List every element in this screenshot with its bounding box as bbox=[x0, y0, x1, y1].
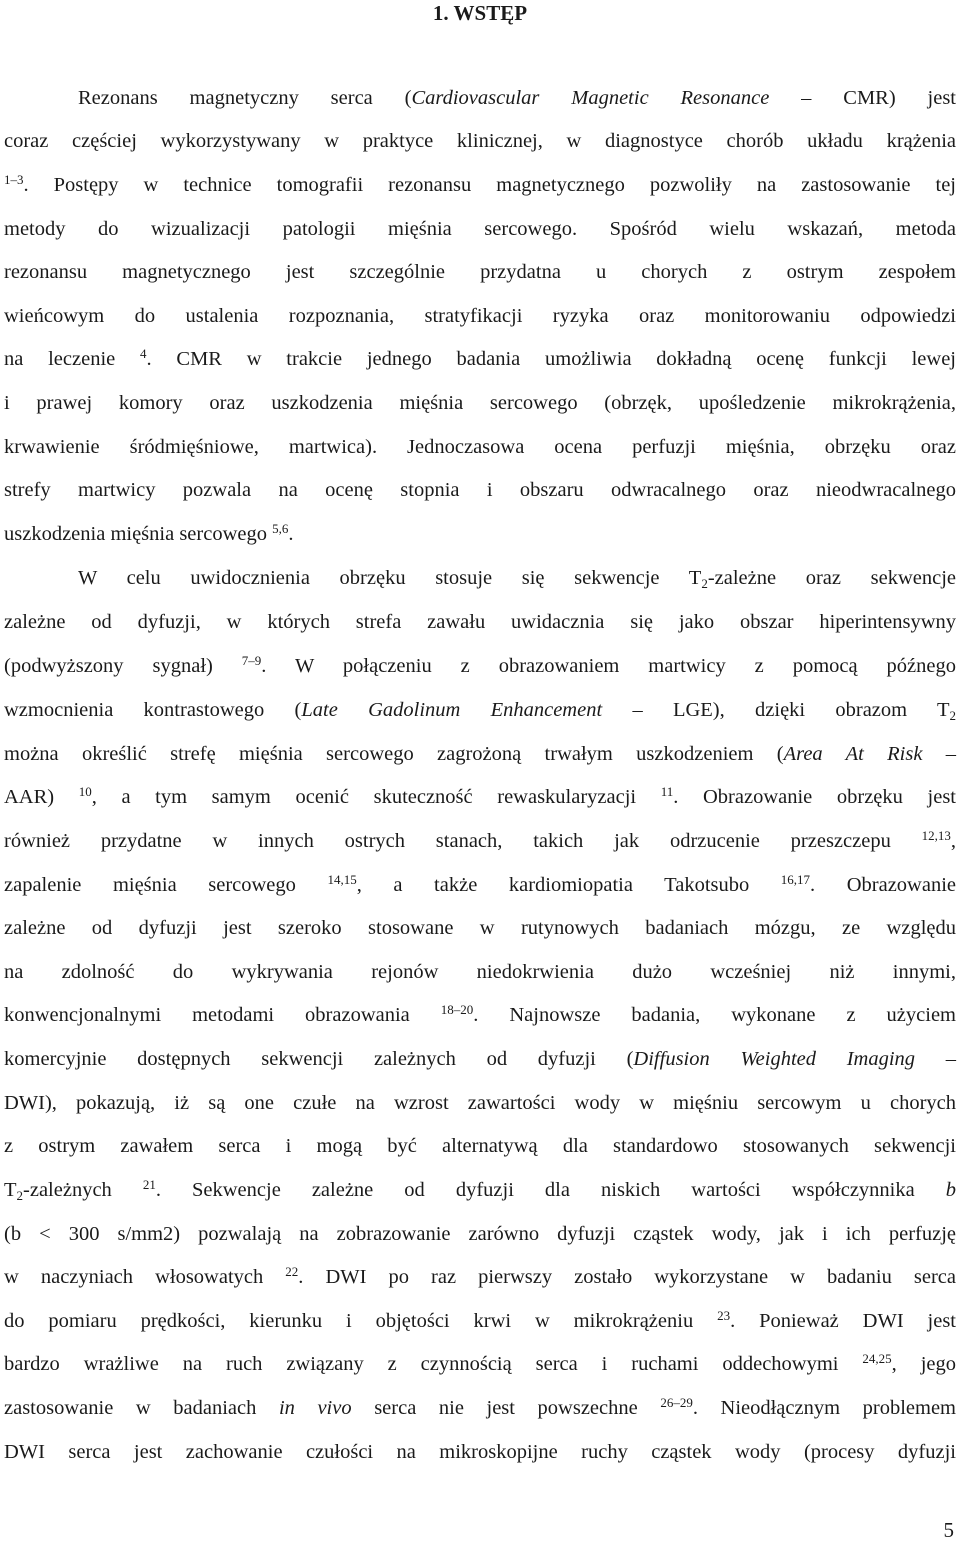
text-segment: T bbox=[4, 1179, 17, 1201]
text-segment: . Obrazowanie obrzęku jest bbox=[673, 786, 956, 808]
citation: 16,17 bbox=[780, 872, 811, 887]
text-line bbox=[4, 345, 956, 373]
citation: 14,15 bbox=[327, 872, 357, 887]
text-segment: Late Gadolinum Enhancement bbox=[301, 699, 603, 721]
text-line bbox=[4, 1001, 956, 1029]
text-line bbox=[4, 1132, 956, 1160]
text-segment: można określić strefę mięśnia sercowego zagrożoną trwałym uszkodzeniem ( bbox=[4, 743, 784, 765]
text-line bbox=[4, 783, 956, 811]
text-line bbox=[4, 740, 956, 768]
text-line bbox=[4, 1263, 956, 1291]
text-segment: krwawienie śródmięśniowe, martwica). Jednoczasowa ocena perfuzji mięśnia, obrzęku oraz bbox=[4, 436, 956, 458]
text-segment: uszkodzenia mięśnia sercowego bbox=[4, 523, 273, 545]
text-segment: – LGE), dzięki obrazom T bbox=[602, 699, 950, 721]
text-segment: do pomiaru prędkości, kierunku i objętości krwi w mikrokrążeniu bbox=[4, 1310, 718, 1332]
citation: 7–9 bbox=[241, 653, 262, 668]
citation: 23 bbox=[717, 1308, 731, 1323]
text-line bbox=[4, 1220, 956, 1248]
text-line bbox=[4, 1045, 956, 1073]
text-segment: – CMR) jest bbox=[769, 87, 956, 109]
text-line bbox=[4, 914, 956, 942]
text-segment: . W połączeniu z obrazowaniem martwicy z pomocą późnego bbox=[261, 655, 956, 677]
text-segment: . CMR w trakcie jednego badania umożliwia dokładną ocenę funkcji lewej bbox=[146, 348, 956, 370]
text-line bbox=[4, 1394, 956, 1422]
text-line bbox=[4, 1350, 956, 1378]
text-segment: w naczyniach włosowatych bbox=[4, 1266, 286, 1288]
text-segment: bardzo wrażliwe na ruch związany z czynnością serca i ruchami oddechowymi bbox=[4, 1353, 863, 1375]
citation: 26–29 bbox=[660, 1395, 693, 1410]
citation: 22 bbox=[285, 1264, 299, 1279]
text-segment: wzmocnienia kontrastowego ( bbox=[4, 699, 302, 721]
text-line bbox=[4, 1307, 956, 1335]
text-segment: . Nieodłącznym problemem bbox=[692, 1397, 956, 1419]
text-segment: zależne od dyfuzji jest szeroko stosowane w rutynowych badaniach mózgu, ze względu bbox=[4, 917, 956, 939]
text-segment: , jego bbox=[891, 1353, 957, 1375]
text-segment: . Obrazowanie bbox=[810, 874, 957, 896]
text-segment: również przydatne w innych ostrych stanach, takich jak odrzucenie przeszczepu bbox=[4, 830, 922, 852]
text-line bbox=[4, 827, 956, 855]
citation: 12,13 bbox=[921, 828, 951, 843]
text-segment: rezonansu magnetycznego jest szczególnie przydatna u chorych z ostrym zespołem bbox=[4, 261, 956, 283]
citation: 5,6 bbox=[272, 521, 289, 536]
text-line bbox=[4, 652, 956, 680]
text-segment: W celu uwidocznienia obrzęku stosuje się sekwencje T bbox=[78, 567, 702, 589]
text-line bbox=[78, 564, 956, 592]
text-segment: AAR) bbox=[4, 786, 79, 808]
text-segment: serca nie jest powszechne bbox=[351, 1397, 661, 1419]
text-line bbox=[4, 389, 956, 417]
text-segment: . Postępy w technice tomografii rezonansu magnetycznego pozwoliły na zastosowanie tej bbox=[23, 174, 956, 196]
text-segment: komercyjnie dostępnych sekwencji zależnych od dyfuzji ( bbox=[4, 1048, 634, 1070]
text-segment: , a także kardiomiopatia Takotsubo bbox=[356, 874, 781, 896]
text-segment: -zależne oraz sekwencje bbox=[707, 567, 956, 589]
citation: 4 bbox=[140, 346, 147, 361]
text-line bbox=[4, 1176, 956, 1204]
text-segment: – bbox=[922, 743, 957, 765]
text-segment: Area At Risk bbox=[783, 743, 923, 765]
text-segment: . Ponieważ DWI jest bbox=[730, 1310, 956, 1332]
section-heading: 1. WSTĘP bbox=[432, 1, 528, 25]
text-segment: na leczenie bbox=[4, 348, 141, 370]
text-segment: DWI), pokazują, iż są one czułe na wzrost zawartości wody w mięśniu sercowym u chorych bbox=[4, 1092, 956, 1114]
text-segment: Rezonans magnetyczny serca ( bbox=[78, 87, 412, 109]
text-segment: , bbox=[950, 830, 956, 852]
text-segment: DWI serca jest zachowanie czułości na mikroskopijne ruchy cząstek wody (procesy dyfuzji bbox=[4, 1441, 956, 1463]
text-segment: coraz częściej wykorzystywany w praktyce klinicznej, w diagnostyce chorób układu krążenia bbox=[4, 130, 956, 152]
text-line bbox=[4, 958, 956, 986]
text-segment: in vivo bbox=[278, 1397, 352, 1419]
text-segment: . DWI po raz pierwszy zostało wykorzystane w badaniu serca bbox=[298, 1266, 956, 1288]
text-segment: – bbox=[915, 1048, 956, 1070]
text-segment: metody do wizualizacji patologii mięśnia sercowego. Spośród wielu wskazań, metoda bbox=[4, 218, 956, 240]
text-line bbox=[4, 433, 956, 461]
citation: 10 bbox=[78, 784, 92, 799]
text-segment: . bbox=[288, 523, 294, 545]
text-line bbox=[4, 127, 956, 155]
subscript: 2 bbox=[701, 576, 708, 591]
text-segment: na zdolność do wykrywania rejonów niedokrwienia dużo wcześniej niż innymi, bbox=[4, 961, 956, 983]
text-segment: , a tym samym ocenić skuteczność rewaskularyzacji bbox=[91, 786, 661, 808]
text-segment: . Najnowsze badania, wykonane z użyciem bbox=[473, 1004, 956, 1026]
text-line bbox=[4, 171, 956, 199]
text-line bbox=[4, 476, 956, 504]
text-segment: (b < 300 s/mm2) pozwalają na zobrazowanie zarówno dyfuzji cząstek wody, jak i ich perfuzję bbox=[4, 1223, 956, 1245]
citation: 11 bbox=[660, 784, 674, 799]
text-segment: Diffusion Weighted Imaging bbox=[633, 1048, 916, 1070]
citation: 1–3 bbox=[4, 172, 24, 187]
text-line bbox=[4, 696, 956, 724]
text-segment: konwencjonalnymi metodami obrazowania bbox=[4, 1004, 441, 1026]
text-line bbox=[4, 215, 956, 243]
subscript: 2 bbox=[16, 1188, 24, 1203]
citation: 18–20 bbox=[440, 1002, 474, 1017]
text-line bbox=[4, 258, 956, 286]
text-segment: z ostrym zawałem serca i mogą być alternatywą dla standardowo stosowanych sekwencji bbox=[4, 1135, 956, 1157]
text-segment: b bbox=[945, 1179, 956, 1201]
text-line bbox=[4, 1438, 956, 1466]
text-segment: zastosowanie w badaniach bbox=[4, 1397, 279, 1419]
text-line bbox=[4, 608, 956, 636]
citation: 21 bbox=[142, 1177, 156, 1192]
text-segment: . Sekwencje zależne od dyfuzji dla niskich wartości współczynnika bbox=[155, 1179, 946, 1201]
text-segment: strefy martwicy pozwala na ocenę stopnia i obszaru odwracalnego oraz nieodwracalnego bbox=[4, 479, 956, 501]
text-segment: zapalenie mięśnia sercowego bbox=[4, 874, 328, 896]
text-segment: zależne od dyfuzji, w których strefa zawału uwidacznia się jako obszar hiperintensywny bbox=[4, 611, 956, 633]
text-segment: i prawej komory oraz uszkodzenia mięśnia sercowego (obrzęk, upośledzenie mikrokrążenia, bbox=[4, 392, 956, 414]
text-line bbox=[4, 520, 956, 548]
text-line bbox=[4, 871, 956, 899]
text-line bbox=[4, 302, 956, 330]
subscript: 2 bbox=[949, 708, 957, 723]
text-segment: (podwyższony sygnał) bbox=[4, 655, 242, 677]
text-line bbox=[78, 84, 956, 112]
page-number: 5 bbox=[943, 1518, 954, 1542]
text-segment: -zależnych bbox=[23, 1179, 143, 1201]
text-segment: wieńcowym do ustalenia rozpoznania, stratyfikacji ryzyka oraz monitorowaniu odpowiedzi bbox=[4, 305, 956, 327]
citation: 24,25 bbox=[862, 1351, 892, 1366]
text-line bbox=[4, 1089, 956, 1117]
text-segment: Cardiovascular Magnetic Resonance bbox=[411, 87, 770, 109]
